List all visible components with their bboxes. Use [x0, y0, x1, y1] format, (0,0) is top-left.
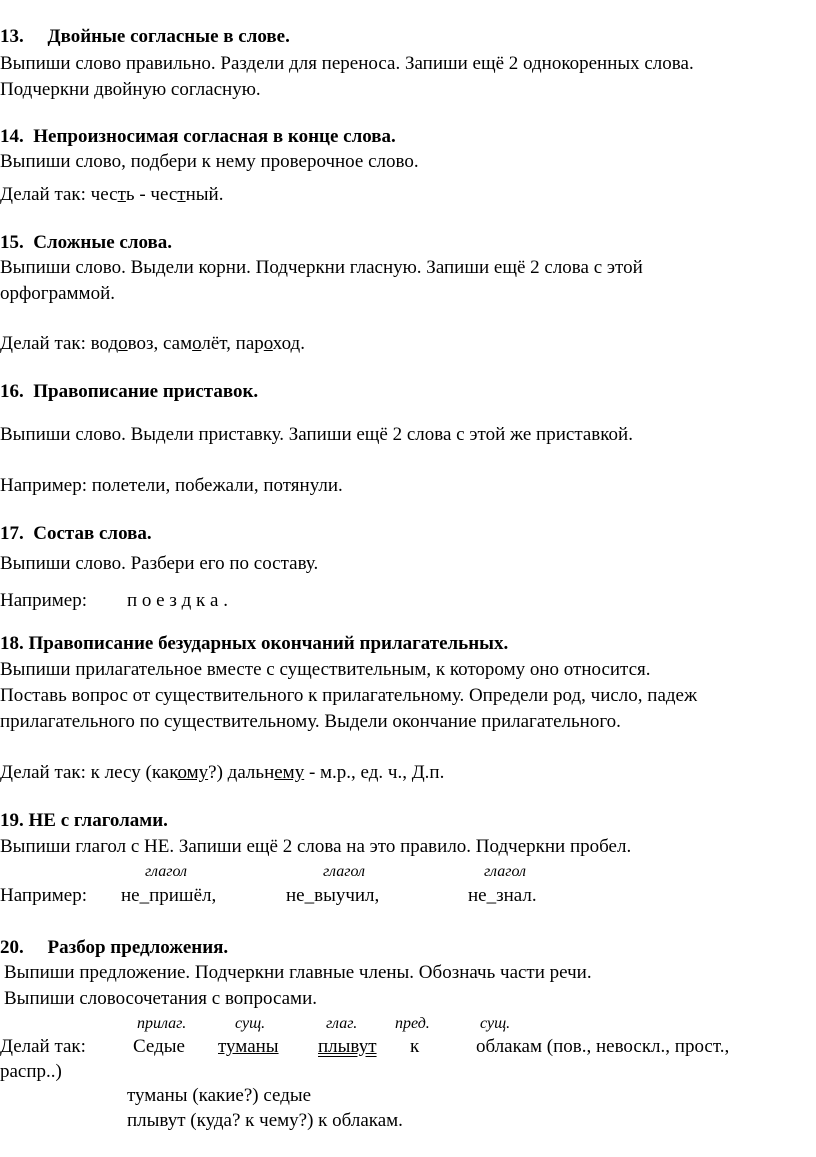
text-segment: лёт, пар: [201, 333, 264, 354]
section-17-example-word: п о е з д к а .: [127, 590, 228, 611]
text-segment: ь - чес: [125, 184, 178, 205]
text-segment: Делай так: чес: [0, 184, 118, 205]
section-18-line-3: прилагательного по существительному. Выдели окончание прилагательного.: [0, 711, 621, 732]
underlined-letter: т: [117, 184, 126, 205]
part-of-speech-tag: глагол: [484, 863, 527, 880]
part-of-speech-tag: глагол: [323, 863, 366, 880]
part-of-speech-tag: глаг.: [326, 1015, 358, 1032]
section-18-title: 18. Правописание безударных окончаний прилагательных.: [0, 633, 509, 654]
section-15-example: [0, 333, 305, 355]
underlined-letter: о: [192, 333, 202, 354]
part-of-speech-tag: глагол: [145, 863, 188, 880]
section-18-line-1: Выпиши прилагательное вместе с существительным, к которому оно относится.: [0, 659, 651, 680]
part-of-speech-tag: сущ.: [235, 1015, 266, 1032]
section-14-line-1: Выпиши слово, подбери к нему проверочное слово.: [0, 151, 419, 172]
text-segment: ный.: [185, 184, 224, 205]
section-19-title: 19. НЕ с глаголами.: [0, 810, 168, 831]
text-segment: воз, сам: [127, 333, 193, 354]
section-15-title: 15. Сложные слова.: [0, 232, 173, 253]
example-word: к: [410, 1036, 420, 1057]
section-19-example-label: Например:: [0, 885, 87, 906]
section-20-line-1: Выпиши предложение. Подчеркни главные члены. Обозначь части речи.: [4, 962, 592, 983]
section-13-line-2: Подчеркни двойную согласную.: [0, 79, 261, 100]
section-20-continuation: распр..): [0, 1061, 62, 1082]
example-word: не_знал.: [468, 885, 537, 906]
phrase-1: туманы (какие?) седые: [127, 1085, 312, 1106]
text-segment: Делай так: вод: [0, 333, 119, 354]
underlined-letter: о: [263, 333, 273, 354]
underlined-letter: о: [118, 333, 128, 354]
predicate-word: плывут: [318, 1036, 377, 1057]
section-20-title: 20. Разбор предложения.: [0, 937, 229, 958]
underlined-letter: т: [177, 184, 186, 205]
section-17-example-label: Например:: [0, 590, 87, 611]
example-word: не_пришёл,: [121, 885, 217, 906]
part-of-speech-tag: пред.: [395, 1015, 430, 1032]
section-17-line-1: Выпиши слово. Разбери его по составу.: [0, 553, 319, 574]
section-19-line-1: Выпиши глагол с НЕ. Запиши ещё 2 слова на это правило. Подчеркни пробел.: [0, 836, 632, 857]
section-20-example-label: Делай так:: [0, 1036, 86, 1057]
example-word: Седые: [133, 1036, 185, 1057]
part-of-speech-tag: сущ.: [480, 1015, 511, 1032]
section-14-example: [0, 184, 223, 206]
section-18-line-2: Поставь вопрос от существительного к прилагательному. Определи род, число, падеж: [0, 685, 698, 706]
example-word: не_выучил,: [286, 885, 380, 906]
section-14-title: 14. Непроизносимая согласная в конце слова.: [0, 126, 396, 147]
part-of-speech-tag: прилаг.: [137, 1015, 187, 1032]
text-segment: ?) дальн: [208, 762, 275, 783]
section-13-line-1: Выпиши слово правильно. Раздели для переноса. Запиши ещё 2 однокоренных слова.: [0, 53, 694, 74]
section-16-line-1: Выпиши слово. Выдели приставку. Запиши ещё 2 слова с этой же приставкой.: [0, 424, 633, 445]
text-segment: Делай так: к лесу (как: [0, 762, 178, 783]
text-segment: ход.: [272, 333, 305, 354]
phrase-2: плывут (куда? к чему?) к облакам.: [127, 1110, 403, 1131]
subject-word: туманы: [218, 1036, 279, 1057]
section-13-title: 13. Двойные согласные в слове.: [0, 26, 290, 47]
section-20-line-2: Выпиши словосочетания с вопросами.: [4, 988, 317, 1009]
underlined-ending: ому: [177, 762, 209, 783]
section-16-example: Например: полетели, побежали, потянули.: [0, 475, 343, 496]
section-15-line-1: Выпиши слово. Выдели корни. Подчеркни гласную. Запиши ещё 2 слова с этой: [0, 257, 643, 278]
section-16-title: 16. Правописание приставок.: [0, 381, 259, 402]
underlined-ending: ему: [274, 762, 305, 783]
section-18-example: [0, 762, 444, 784]
example-word: облакам (пов., невоскл., прост.,: [476, 1036, 730, 1057]
text-segment: - м.р., ед. ч., Д.п.: [304, 762, 445, 783]
section-17-title: 17. Состав слова.: [0, 523, 152, 544]
section-15-line-2: орфограммой.: [0, 283, 116, 304]
